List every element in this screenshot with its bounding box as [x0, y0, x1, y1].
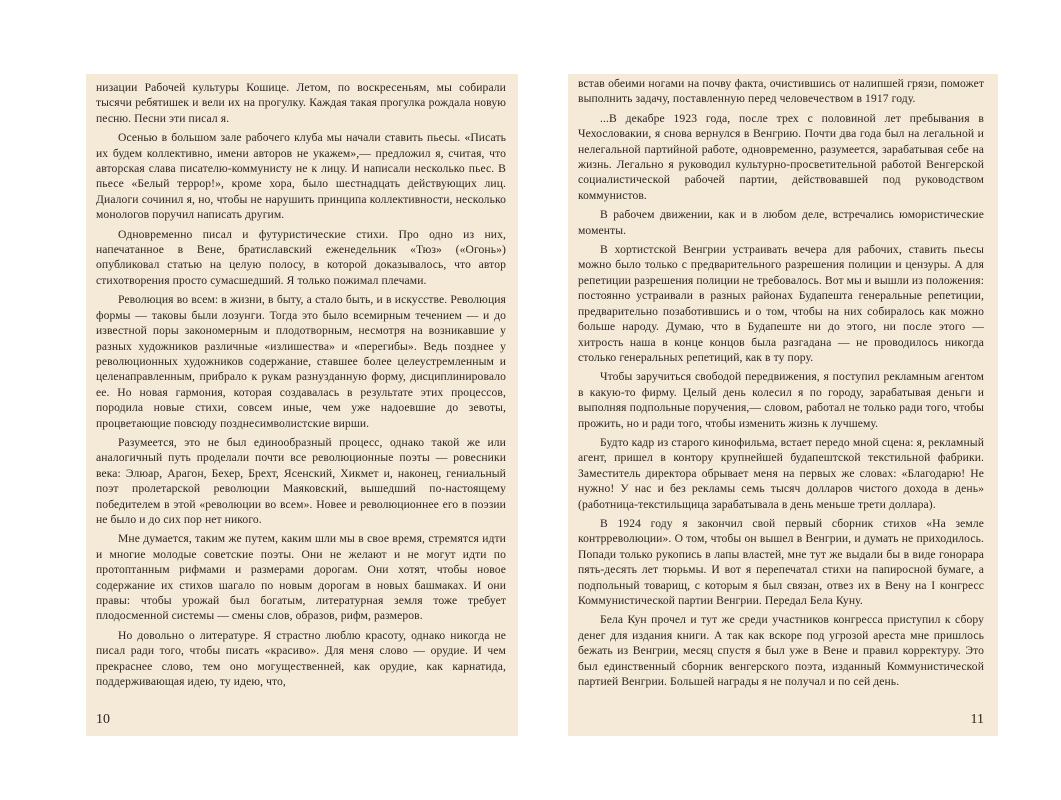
- paragraph: В хортистской Венгрии устраивать вечера для рабочих, ставить пьесы можно было только с предварительного разрешения полиции и цензуры. А для репетиции разрешения полиции не требовалось. Вот мы и вышли из положения: постоянно устраивали в разных районах Будапешта генеральные репетиции, предварительно позаботившись и о том, чтобы на них собиралось как можно больше народу. Думаю, что в Будапеште ни до этого, ни после этого — хитрость наша в конце концов была разгадана — не проводилось никогда столько генеральных репетиций, как в ту пору.: [578, 243, 985, 364]
- paragraph: низации Рабочей культуры Кошице. Летом, по воскресеньям, мы собирали тысячи ребятишек и вели их на прогулку. Каждая такая прогулка рождала новую песню. Песни эти писал я.: [96, 81, 506, 125]
- paragraph: Но довольно о литературе. Я страстно люблю красоту, однако никогда не писал ради того, чтобы писать «красиво». Для меня слово — орудие. И чем прекраснее слово, тем оно могущественней, как орудие, как карнатида, поддерживающая идею, ту идею, что,: [96, 628, 506, 689]
- left-page: [86, 74, 518, 736]
- paragraph: Одновременно писал и футуристические стихи. Про одно из них, напечатанное в Вене, братиславский еженедельник «Тюз» («Огонь») опубликовал статью на целую полосу, в которой доказывалось, что автор стихотворения просто сумасшедший. Я только пожимал плечами.: [96, 227, 506, 287]
- paragraph: Чтобы заручиться свободой передвижения, я поступил рекламным агентом в какую-то фирму. Целый день колесил я по городу, зарабатывая деньги и выполняя подпольные поручения,— словом, работал не только ради того, чтобы прожить, но и ради того, чтобы изменить жизнь к лучшему.: [578, 370, 984, 430]
- paragraph: В рабочем движении, как и в любом деле, встречались юмористические моменты.: [578, 208, 984, 237]
- paragraph: Будто кадр из старого кинофильма, встает передо мной сцена: я, рекламный агент, пришел в контору крупнейшей будапештской текстильной фабрики. Заместитель директора обрывает меня на первых же словах: «Благодарю! Не нужно! У нас и без рекламы семь тысяч долларов чистого дохода в день» (работница-текстильщица зарабатывала в день меньше трети доллара).: [578, 435, 984, 511]
- paragraph: В 1924 году я закончил свой первый сборник стихов «На земле контрреволюции». О том, чтобы он вышел в Венгрии, и думать не приходилось. Попади только рукопись в лапы властей, мне тут же выдали бы в виде гонорара пять-десять лет тюрьмы. И вот я перепечатал стихи на папиросной бумаге, а подпольный товарищ, с которым я был связан, отвез их в Вену на I конгресс Коммунистической партии Венгрии. Передал Бела Куну.: [578, 516, 984, 607]
- right-page: [568, 74, 998, 736]
- page-number: 10: [96, 712, 110, 727]
- paragraph: Осенью в большом зале рабочего клуба мы начали ставить пьесы. «Писать их будем коллективно, имени авторов не укажем»,— предложил я, считая, что авторская слава писателю-коммунисту не к лицу. И написали несколько пьес. В пьесе «Белый террор!», кроме хора, было шестнадцать действующих лиц. Диалоги сочинил я, но, чтобы не нарушить принципа коллективности, несколько монологов поручил написать другим.: [96, 131, 506, 222]
- paragraph: Разумеется, это не был единообразный процесс, однако такой же или аналогичный путь проделали почти все революционные поэты — ровесники века: Элюар, Арагон, Бехер, Брехт, Ясенский, Хикмет и, наконец, гениальный поэт пролетарской революции Маяковский, вышедший по-настоящему победителем в этой «революции во всем». Новее и революционнее его в поэзии не было и до сих пор нет никого.: [96, 435, 506, 526]
- paragraph: Бела Кун прочел и тут же среди участников конгресса приступил к сбору денег для издания книги. А так как вскоре под угрозой ареста мне пришлось бежать из Венгрии, месяц спустя я был уже в Вене и правил корректуру. Это был единственный сборник венгерского поэта, изданный Коммунистической партией Венгрии. Большей награды я не получал и по сей день.: [578, 613, 984, 689]
- paragraph: встав обеими ногами на почву факта, очистившись от налипшей грязи, поможет выполнить задачу, поставленную перед человечеством в 1917 году.: [578, 77, 984, 106]
- page-number: 11: [970, 712, 984, 727]
- paragraph: Мне думается, таким же путем, каким шли мы в свое время, стремятся идти и многие молодые советские поэты. Они не желают и не могут идти по протоптанным рифмами и размерами дорогам. Они хотят, чтобы новое содержание их стихов шагало по новым дорогам в новых башмаках. И они правы: чтобы урожай был богатым, литературная земля тоже требует плодосменной системы — смены слов, образов, рифм, размеров.: [96, 532, 506, 623]
- paragraph: ...В декабре 1923 года, после трех с половиной лет пребывания в Чехословакии, я снова вернулся в Венгрию. Почти два года был на легальной и нелегальной партийной работе, одновременно, разумеется, зарабатывая себе на жизнь. Легально я руководил культурно-просветительной работой Венгерской социалистической рабочей партии, действовавшей под руководством коммунистов.: [578, 111, 984, 202]
- left-page-text: [96, 80, 506, 689]
- paragraph: Революция во всем: в жизни, в быту, а стало быть, и в искусстве. Революция формы — таковы были лозунги. Тогда это было всемирным течением — и до известной поры закономерным и плодотворным, несмотря на возникавшие у разных художников различные «излишества» и «перегибы». Ведь позднее у революционных художников содержание, ставшее более целеустремленным и целенаправленным, прибрало к рукам разнузданную форму, дисциплинировало ее. Но новая гармония, которая создавалась в результате этих процессов, породила новые стихи, совсем иные, чем уже надоевшие до зевоты, процветающие повсюду позднесимволистские вирши.: [96, 293, 506, 430]
- right-page-text: [578, 76, 984, 689]
